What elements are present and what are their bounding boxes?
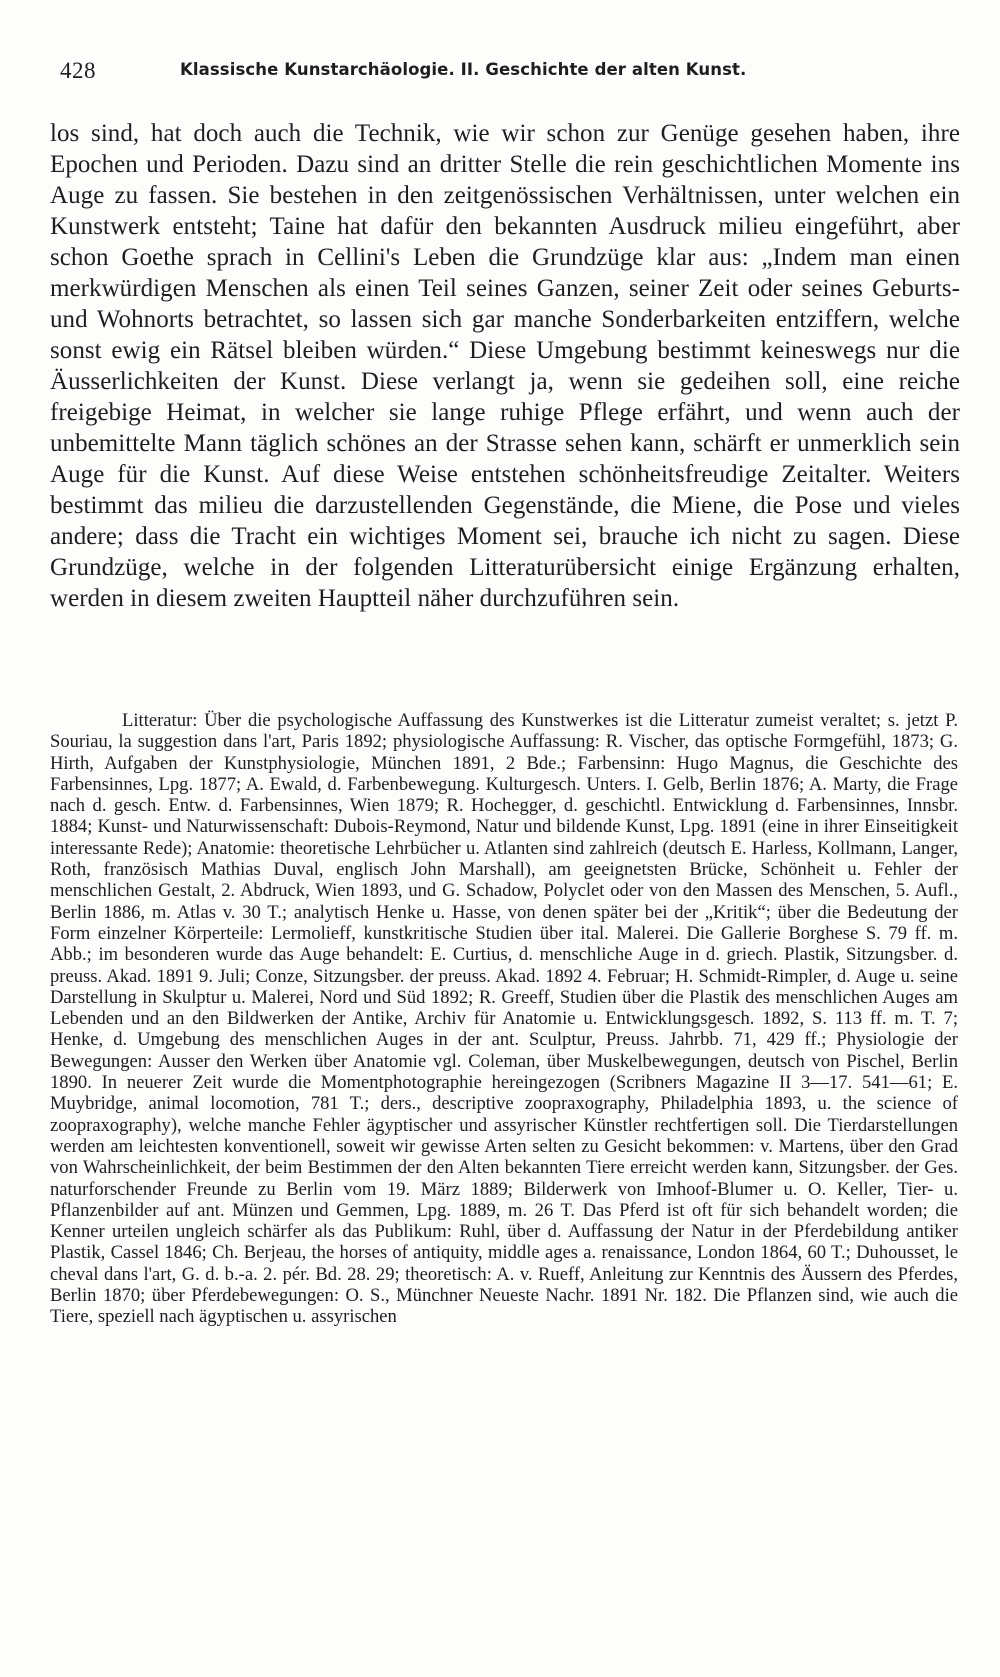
literature-footnote (50, 710, 958, 1328)
main-text-block (50, 118, 960, 614)
page-number: 428 (60, 58, 96, 83)
running-title: Klassische Kunstarchäologie. II. Geschichte der alten Kunst. (180, 60, 747, 79)
main-paragraph: los sind, hat doch auch die Technik, wie wir schon zur Genüge gesehen haben, ihre Epochen und Perioden. Dazu sind an dritter Stelle die rein geschichtlichen Momente ins Auge zu fassen. Sie bestehen in den zeitgenössischen Verhältnissen, unter welchen ein Kunstwerk entsteht; Taine hat dafür den bekannten Ausdruck milieu eingeführt, aber schon Goethe sprach in Cellini's Leben die Grundzüge klar aus: „Indem man einen merkwürdigen Menschen als einen Teil seines Ganzen, seiner Zeit oder seines Geburts- und Wohnorts betrachtet, so lassen sich gar manche Sonderbarkeiten entziffern, welche sonst ewig ein Rätsel bleiben würden.“ Diese Umgebung bestimmt keineswegs nur die Äusserlichkeiten der Kunst. Diese verlangt ja, wenn sie gedeihen soll, eine reiche freigebige Heimat, in welcher sie lange ruhige Pflege erfährt, und wenn auch der unbemittelte Mann täglich schönes an der Strasse sehen kann, schärft er unmerklich sein Auge für die Kunst. Auf diese Weise entstehen schönheitsfreudige Zeitalter. Weiters bestimmt das milieu die darzustellenden Gegenstände, die Miene, die Pose und vieles andere; dass die Tracht ein wichtiges Moment sei, brauche ich nicht zu sagen. Diese Grundzüge, welche in der folgenden Litteraturübersicht einige Ergänzung erhalten, werden in diesem zweiten Hauptteil näher durchzuführen sein. (50, 120, 960, 612)
literature-text: Litteratur: Über die psychologische Auffassung des Kunstwerkes ist die Litteratur zumeist veraltet; s. jetzt P. Souriau, la suggestion dans l'art, Paris 1892; physiologische Auffassung: R. Vischer, das optische Formgefühl, 1873; G. Hirth, Aufgaben der Kunstphysiologie, München 1891, 2 Bde.; Farbensinn: Hugo Magnus, die Geschichte des Farbensinnes, Lpg. 1877; A. Ewald, d. Farbenbewegung. Kulturgesch. Unters. I. Gelb, Berlin 1876; A. Marty, die Frage nach d. gesch. Entw. d. Farbensinnes, Wien 1879; R. Hochegger, d. geschichtl. Entwicklung d. Farbensinnes, Innsbr. 1884; Kunst- und Naturwissenschaft: Dubois-Reymond, Natur und bildende Kunst, Lpg. 1891 (eine in ihrer Einseitigkeit interessante Rede); Anatomie: theoretische Lehrbücher u. Atlanten sind zahlreich (deutsch E. Harless, Kollmann, Langer, Roth, französisch Mathias Duval, englisch John Marshall), am geeignetsten Brücke, Schönheit u. Fehler der menschlichen Gestalt, 2. Abdruck, Wien 1893, und G. Schadow, Polyclet oder von den Massen des Menschen, 5. Aufl., Berlin 1886, m. Atlas v. 30 T.; analytisch Henke u. Hasse, von denen später bei der „Kritik“; über die Bedeutung der Form einzelner Körperteile: Lermolieff, kunstkritische Studien über ital. Malerei. Die Gallerie Borghese S. 79 ff. m. Abb.; im besonderen wurde das Auge behandelt: E. Curtius, d. menschliche Auge in d. griech. Plastik, Sitzungsber. d. preuss. Akad. 1891 9. Juli; Conze, Sitzungsber. der preuss. Akad. 1892 4. Februar; H. Schmidt-Rimpler, d. Auge u. seine Darstellung in Skulptur u. Malerei, Nord und Süd 1892; R. Greeff, Studien über die Plastik des menschlichen Auges am Lebenden und an den Bildwerken der Antike, Archiv für Anatomie u. Entwicklungsgesch. 1892, S. 113 ff. m. T. 7; Henke, d. Umgebung des menschlichen Auges in der ant. Sculptur, Preuss. Jahrbb. 71, 429 ff.; Physiologie der Bewegungen: Ausser den Werken über Anatomie vgl. Coleman, über Muskelbewegungen, deutsch von Pischel, Berlin 1890. In neuerer Zeit wurde die Momentphotographie hereingezogen (Scribners Magazine II 3—17. 541—61; E. Muybridge, animal locomotion, 781 T.; ders., descriptive zoopraxography, Philadelphia 1893, u. the science of zoopraxography), welche manche Fehler ägyptischer und assyrischer Künstler rechtfertigen soll. Die Tierdarstellungen werden am leichtesten konventionell, soweit wir gewisse Arten selten zu Gesicht bekommen: v. Martens, über den Grad von Wahrscheinlichkeit, der beim Bestimmen der den Alten bekannten Tiere erreicht werden kann, Sitzungsber. der Ges. naturforschender Freunde zu Berlin vom 19. März 1889; Bilderwerk von Imhoof-Blumer u. O. Keller, Tier- u. Pflanzenbilder auf ant. Münzen und Gemmen, Lpg. 1889, m. 26 T. Das Pferd ist oft für sich behandelt worden; die Kenner urteilen ungleich schärfer als das Publikum: Ruhl, über d. Auffassung der Natur in der Pferdebildung antiker Plastik, Cassel 1846; Ch. Berjeau, the horses of antiquity, middle ages a. renaissance, London 1864, 60 T.; Duhousset, le cheval dans l'art, G. d. b.-a. 2. pér. Bd. 28. 29; theoretisch: A. v. Rueff, Anleitung zur Kenntnis des Äussern des Pferdes, Berlin 1870; über Pferdebewegungen: O. S., Münchner Neueste Nachr. 1891 Nr. 182. Die Pflanzen sind, wie auch die Tiere, speziell nach ägyptischen u. assyrischen (50, 710, 958, 1328)
running-head (60, 58, 860, 88)
